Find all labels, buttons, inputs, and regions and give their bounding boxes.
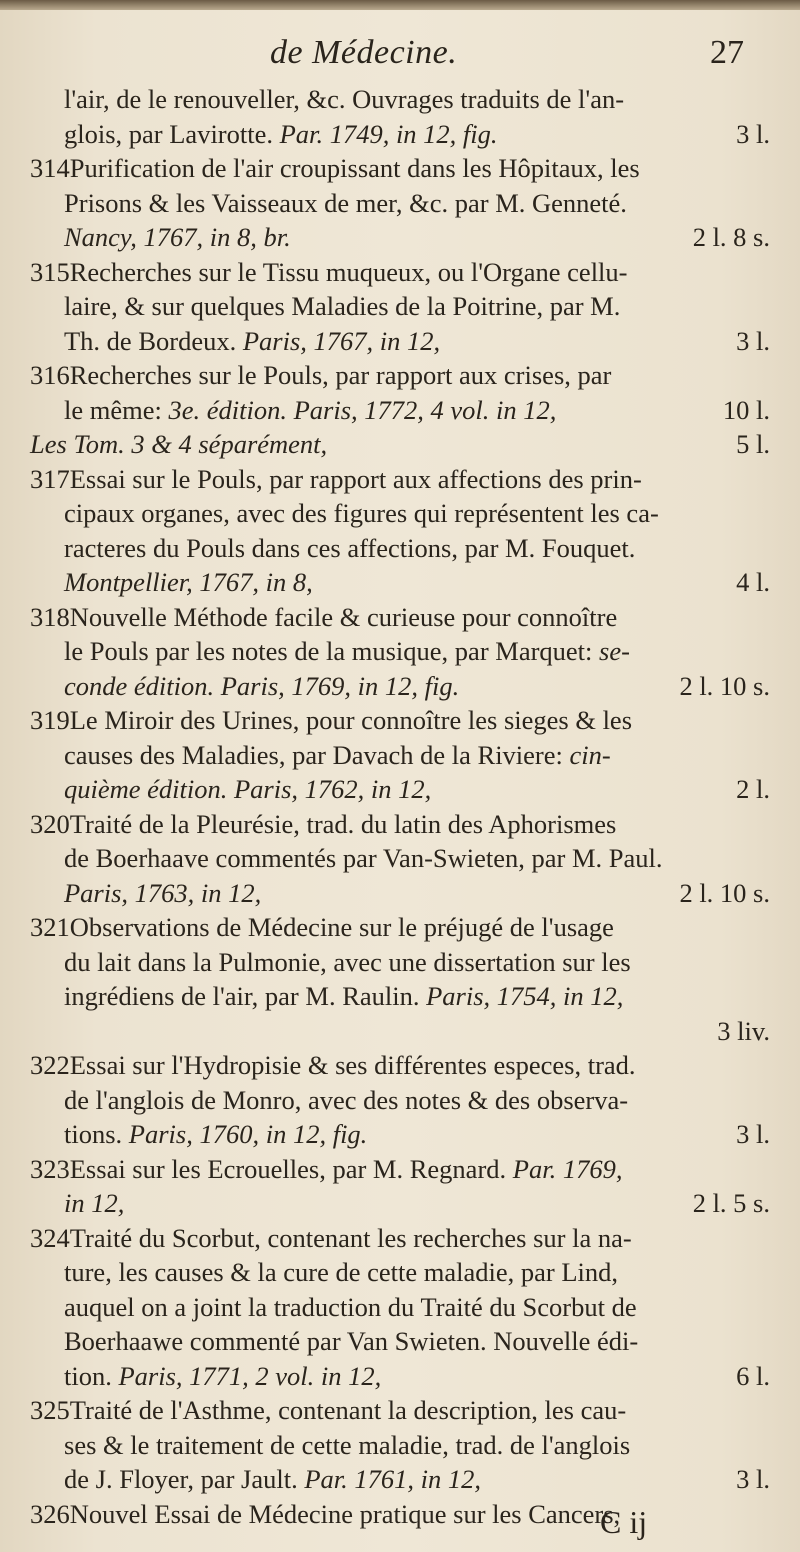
line-content — [30, 427, 327, 462]
catalogue-line — [30, 1255, 770, 1290]
entry-text: de J. Floyer, par Jault. — [64, 1464, 298, 1494]
entry-number: 321 — [30, 912, 70, 942]
entry-number: 316 — [30, 360, 70, 390]
entry-price: 3 l. — [736, 118, 770, 149]
catalogue-line — [30, 1290, 770, 1325]
line-content — [30, 945, 631, 980]
entry-text: du lait dans la Pulmonie, avec une dissertation sur les — [64, 946, 631, 977]
entry-price: 2 l. 8 s. — [692, 222, 770, 252]
catalogue-line — [30, 945, 770, 980]
entry-price: 2 l. 10 s. — [679, 670, 770, 701]
line-content — [30, 772, 431, 807]
entry-text: causes des Maladies, par Davach de la Riviere: — [64, 739, 570, 770]
line-content — [30, 220, 291, 255]
catalogue-line — [30, 496, 770, 531]
catalogue-line — [30, 220, 770, 255]
catalogue-line — [30, 324, 770, 359]
page-header — [0, 30, 800, 80]
entry-text: Recherches sur le Tissu muqueux, ou l'Organe cellu- — [69, 256, 628, 287]
entry-imprint: Montpellier, 1767, in 8, — [64, 567, 313, 597]
entry-number: 323 — [30, 1153, 70, 1184]
line-content — [30, 117, 498, 152]
line-content — [30, 393, 556, 428]
entry-imprint: cin- — [569, 739, 611, 770]
catalogue-line — [30, 1462, 770, 1497]
catalogue-line — [30, 1497, 770, 1532]
signature-mark: C ij — [600, 1504, 648, 1540]
entry-text: ture, les causes & la cure de cette maladie, par Lind, — [64, 1257, 619, 1287]
line-content — [30, 1255, 618, 1290]
catalogue-line — [30, 1186, 770, 1221]
entry-number: 315 — [30, 256, 70, 287]
entry-text: tions. — [64, 1119, 123, 1149]
line-content — [30, 703, 632, 738]
catalogue-line — [30, 1221, 770, 1256]
entry-text: Observations de Médecine sur le préjugé de l'usage — [69, 912, 614, 942]
entry-imprint: Nancy, 1767, in 8, br. — [64, 222, 291, 252]
entry-text: le même: — [64, 394, 169, 425]
line-content — [30, 979, 623, 1014]
catalogue-body — [30, 82, 770, 1531]
entry-price: 4 l. — [736, 567, 770, 597]
entry-text: Purification de l'air croupissant dans les Hôpitaux, les — [69, 153, 640, 183]
line-content — [30, 841, 663, 876]
catalogue-line — [30, 703, 770, 738]
entry-imprint: Paris, 1760, in 12, fig. — [122, 1119, 368, 1149]
catalogue-line — [30, 462, 770, 497]
line-content — [30, 151, 640, 186]
catalogue-line — [30, 1324, 770, 1359]
line-content — [30, 1186, 124, 1221]
entry-imprint: Paris, 1771, 2 vol. in 12, — [111, 1360, 382, 1391]
catalogue-line — [30, 565, 770, 600]
catalogue-line — [30, 1393, 770, 1428]
line-content — [30, 910, 614, 945]
entry-text: glois, par Lavirotte. — [64, 118, 273, 149]
catalogue-line — [30, 669, 770, 704]
entry-text: laire, & sur quelques Maladies de la Poitrine, par M. — [64, 291, 621, 321]
entry-price: 3 l. — [736, 325, 770, 356]
entry-price: 3 l. — [736, 1464, 770, 1494]
line-content — [30, 255, 628, 290]
line-content — [30, 358, 611, 393]
line-content — [30, 1048, 636, 1083]
entry-text: l'air, de le renouveller, &c. Ouvrages traduits de l'an- — [64, 84, 625, 114]
line-content — [30, 669, 459, 704]
entry-number: 324 — [30, 1222, 70, 1253]
line-content — [30, 807, 616, 842]
line-content — [30, 1152, 622, 1187]
entry-number: 325 — [30, 1395, 70, 1425]
entry-price: 10 l. — [722, 394, 770, 425]
catalogue-line — [30, 841, 770, 876]
line-content — [30, 1393, 626, 1428]
entry-text: Essai sur les Ecrouelles, par M. Regnard. — [69, 1153, 507, 1184]
line-content — [30, 462, 642, 497]
line-content — [30, 1014, 64, 1049]
entry-number: 314 — [30, 153, 70, 183]
line-content — [30, 289, 620, 324]
catalogue-line — [30, 393, 770, 428]
entry-imprint: quième édition. Paris, 1762, in 12, — [64, 774, 432, 804]
entry-text: ingrédiens de l'air, par M. Raulin. — [64, 981, 420, 1011]
entry-imprint: Par. 1749, in 12, fig. — [273, 118, 498, 149]
catalogue-line — [30, 600, 770, 635]
catalogue-line — [30, 1014, 770, 1049]
entry-text: cipaux organes, avec des figures qui représentent les ca- — [64, 498, 659, 528]
line-content — [30, 600, 617, 635]
line-content — [30, 1290, 637, 1325]
entry-price: 5 l. — [736, 429, 770, 459]
catalogue-line — [30, 634, 770, 669]
catalogue-line — [30, 151, 770, 186]
entry-imprint: se- — [599, 636, 630, 666]
entry-text: Traité de la Pleurésie, trad. du latin des Aphorismes — [69, 808, 617, 839]
entry-price: 2 l. 5 s. — [692, 1188, 770, 1218]
entry-text: auquel on a joint la traduction du Traité du Scorbut de — [64, 1291, 637, 1322]
entry-imprint: Paris, 1754, in 12, — [419, 981, 624, 1011]
catalogue-line — [30, 1117, 770, 1152]
entry-text: de l'anglois de Monro, avec des notes & des observa- — [64, 1084, 629, 1115]
entry-text: de Boerhaave commentés par Van-Swieten, par M. Paul. — [64, 843, 663, 873]
top-edge-shadow — [0, 0, 800, 10]
entry-imprint: Les Tom. 3 & 4 séparément, — [30, 429, 328, 459]
catalogue-line — [30, 1083, 770, 1118]
entry-text: Th. de Bordeux. — [64, 325, 237, 356]
entry-price: 3 l. — [736, 1119, 770, 1149]
entry-price: 2 l. 10 s. — [679, 877, 770, 908]
entry-imprint: 3e. édition. Paris, 1772, 4 vol. in 12, — [168, 394, 557, 425]
line-content — [30, 1428, 630, 1463]
entry-number: 326 — [30, 1498, 70, 1529]
catalogue-line — [30, 117, 770, 152]
entry-price: 6 l. — [736, 1360, 770, 1391]
catalogue-line — [30, 531, 770, 566]
entry-text: Essai sur le Pouls, par rapport aux affections des prin- — [69, 463, 642, 494]
entry-text: Traité du Scorbut, contenant les recherches sur la na- — [69, 1222, 632, 1253]
line-content — [30, 1359, 381, 1394]
entry-number: 320 — [30, 808, 70, 839]
catalogue-line — [30, 427, 770, 462]
line-content — [30, 531, 635, 566]
line-content — [30, 634, 630, 669]
catalogue-line — [30, 1359, 770, 1394]
entry-price: 2 l. — [736, 774, 770, 804]
entry-text: Prisons & les Vaisseaux de mer, &c. par M. Genneté. — [64, 187, 627, 218]
line-content — [30, 1324, 638, 1359]
entry-text: Boerhaawe commenté par Van Swieten. Nouvelle édi- — [64, 1326, 639, 1356]
entry-text: le Pouls par les notes de la musique, par Marquet: — [64, 636, 600, 666]
entry-text: racteres du Pouls dans ces affections, par M. Fouquet. — [64, 532, 636, 563]
catalogue-line — [30, 807, 770, 842]
line-content — [30, 565, 313, 600]
catalogue-line — [30, 979, 770, 1014]
line-content — [30, 324, 440, 359]
line-content — [30, 1083, 628, 1118]
entry-imprint: Paris, 1763, in 12, — [64, 877, 262, 908]
line-content — [30, 1221, 632, 1256]
line-content — [30, 1462, 481, 1497]
catalogue-line — [30, 772, 770, 807]
entry-imprint: Par. 1761, in 12, — [297, 1464, 482, 1494]
line-content — [30, 186, 627, 221]
entry-text: Nouvel Essai de Médecine pratique sur les Cancers, — [69, 1498, 621, 1529]
entry-text: Traité de l'Asthme, contenant la description, les cau- — [69, 1395, 627, 1425]
entry-text: Le Miroir des Urines, pour connoître les sieges & les — [69, 705, 633, 735]
entry-number: 317 — [30, 463, 70, 494]
entry-text: ses & le traitement de cette maladie, trad. de l'anglois — [64, 1429, 631, 1460]
line-content — [30, 82, 624, 117]
line-content — [30, 1117, 367, 1152]
catalogue-line — [30, 289, 770, 324]
catalogue-line — [30, 186, 770, 221]
running-title: de Médecine. — [270, 34, 458, 71]
entry-number: 322 — [30, 1050, 70, 1080]
entry-text: Nouvelle Méthode facile & curieuse pour connoître — [69, 601, 618, 632]
entry-imprint: Paris, 1767, in 12, — [236, 325, 441, 356]
entry-price: 3 liv. — [717, 1015, 770, 1046]
entry-text: Recherches sur le Pouls, par rapport aux crises, par — [69, 360, 612, 390]
catalogue-line — [30, 1152, 770, 1187]
line-content — [30, 738, 611, 773]
line-content — [30, 876, 261, 911]
line-content — [30, 496, 659, 531]
entry-text: tion. — [64, 1360, 112, 1391]
catalogue-line — [30, 738, 770, 773]
catalogue-line — [30, 255, 770, 290]
catalogue-line — [30, 82, 770, 117]
entry-imprint: Par. 1769, — [506, 1153, 623, 1184]
catalogue-line — [30, 910, 770, 945]
entry-imprint: conde édition. Paris, 1769, in 12, fig. — [64, 670, 460, 701]
catalogue-line — [30, 1428, 770, 1463]
line-content — [30, 1497, 620, 1532]
entry-number: 319 — [30, 705, 70, 735]
catalogue-line — [30, 1048, 770, 1083]
catalogue-line — [30, 358, 770, 393]
entry-imprint: in 12, — [64, 1188, 125, 1218]
entry-number: 318 — [30, 601, 70, 632]
page-number: 27 — [710, 34, 744, 71]
catalogue-line — [30, 876, 770, 911]
entry-text: Essai sur l'Hydropisie & ses différentes especes, trad. — [69, 1050, 636, 1080]
